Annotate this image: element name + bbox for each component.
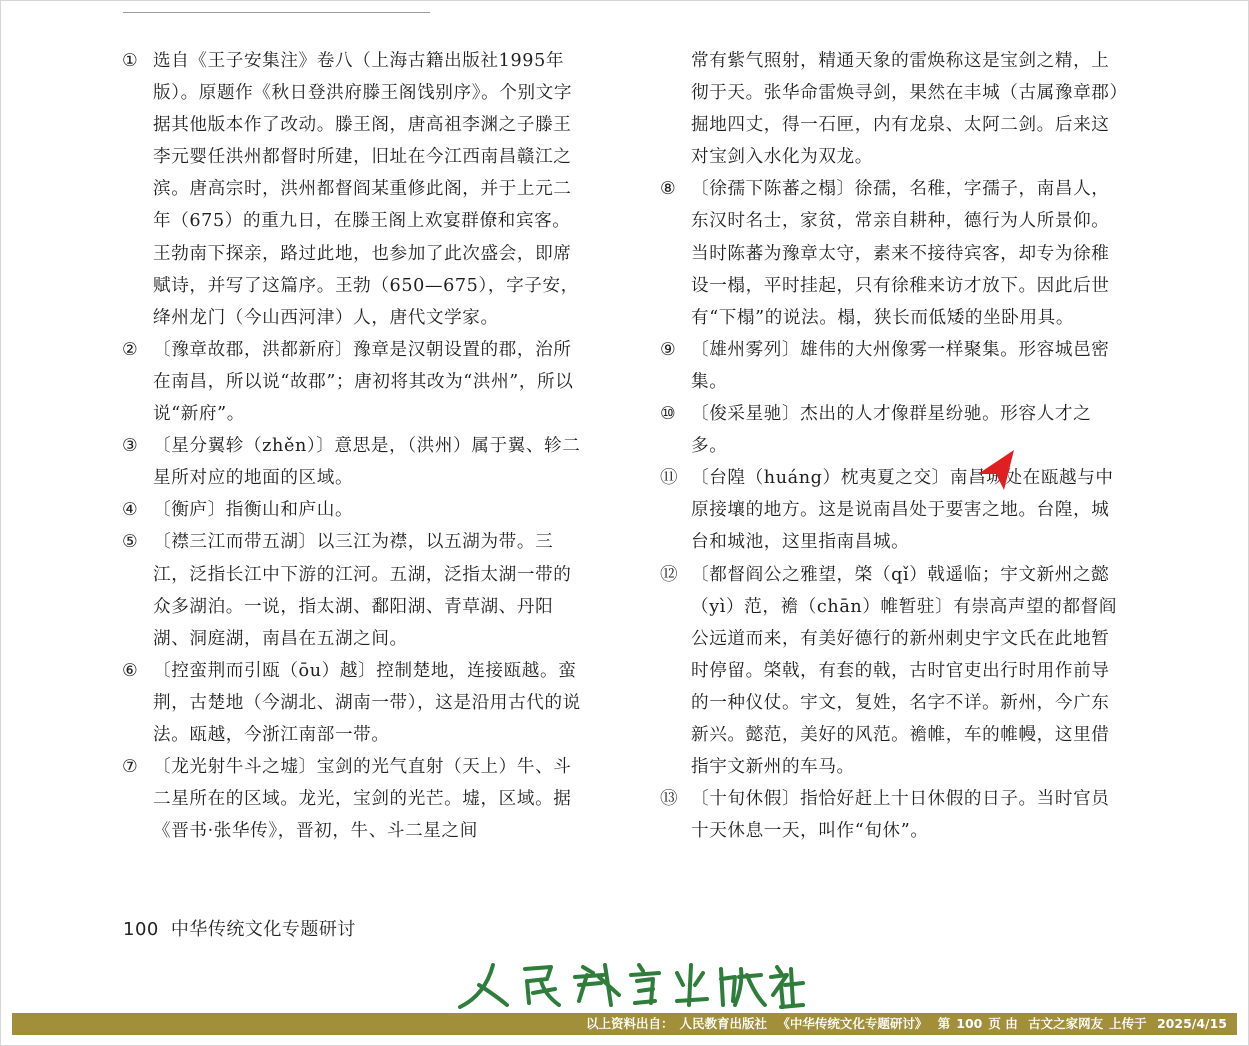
source-upload-label: 上传于 — [1109, 1016, 1147, 1031]
note-text: 〔豫章故郡，洪都新府〕豫章是汉朝设置的郡，治所在南昌，所以说“故郡”；唐初将其改为“洪州”，所以说“新府”。 — [153, 339, 574, 425]
note-text: 〔台隍（huáng）枕夷夏之交〕南昌城处在瓯越与中原接壤的地方。这是说南昌处于要害之地。台隍，城台和城池，这里指南昌城。 — [691, 468, 1114, 553]
note-number: ① — [122, 51, 139, 71]
footer-book-title: 中华传统文化专题研讨 — [170, 919, 356, 940]
note-number: ⑧ — [660, 179, 677, 200]
note-12 — [660, 559, 1120, 784]
note-4 — [122, 494, 582, 526]
note-number: ⑪ — [660, 468, 679, 489]
note-13 — [660, 783, 1120, 847]
note-text: 〔襟三江而带五湖〕以三江为襟，以五湖为带。三江，泛指长江中下游的江河。五湖，泛指太湖一带的众多湖泊。一说，指太湖、鄱阳湖、青草湖、丹阳湖、洞庭湖，南昌在五湖之间。 — [153, 532, 572, 649]
note-7-continued — [660, 45, 1120, 173]
note-number: ④ — [122, 500, 139, 521]
top-rule — [123, 12, 430, 13]
source-page: 100 — [956, 1016, 983, 1031]
note-10 — [660, 398, 1120, 462]
note-number: ⑩ — [660, 404, 677, 425]
note-text: 〔控蛮荆而引瓯（ōu）越〕控制楚地，连接瓯越。蛮荆，古楚地（今湖北、湖南一带），这是沿用古代的说法。瓯越，今浙江南部一带。 — [153, 660, 581, 745]
page-number: 100 — [123, 919, 159, 940]
note-2 — [122, 334, 582, 430]
note-1 — [122, 45, 582, 334]
note-text: 〔徐孺下陈蕃之榻〕徐孺，名稚，字孺子，南昌人，东汉时名士，家贫，常亲自耕种，德行为人所景仰。当时陈蕃为豫章太守，素来不接待宾客，却专为徐稚设一榻，平时挂起，只有徐稚来访才放下。因此后世有“下榻”的说法。榻，狭长而低矮的坐卧用具。 — [691, 179, 1110, 328]
note-5 — [122, 526, 582, 654]
source-uploader: 古文之家网友 — [1028, 1016, 1104, 1031]
note-text: 〔俊采星驰〕杰出的人才像群星纷驰。形容人才之多。 — [691, 404, 1092, 457]
note-text: 〔雄州雾列〕雄伟的大州像雾一样聚集。形容城邑密集。 — [691, 339, 1110, 392]
note-text: 〔龙光射牛斗之墟〕宝剑的光气直射（天上）牛、斗二星所在的区域。龙光，宝剑的光芒。墟，区域。据《晋书·张华传》，晋初，牛、斗二星之间 — [153, 757, 572, 842]
note-number: ⑨ — [660, 339, 677, 360]
note-text: 〔衡庐〕指衡山和庐山。 — [153, 500, 354, 521]
note-8 — [660, 173, 1120, 333]
note-number: ② — [122, 339, 139, 360]
note-number: ⑦ — [122, 757, 139, 778]
note-text: 〔十旬休假〕指恰好赶上十日休假的日子。当时官员十天休息一天，叫作“旬休”。 — [691, 789, 1110, 842]
note-6 — [122, 655, 582, 751]
note-text: 选自《王子安集注》卷八（上海古籍出版社1995年版）。原题作《秋日登洪府滕王阁饯别序》。个别文字据其他版本作了改动。滕王阁，唐高祖李渊之子滕王李元婴任洪州都督时所建，旧址在今江西南昌赣江之滨。唐高宗时，洪州都督阎某重修此阁，并于上元二年（675）的重九日，在滕王阁上欢宴群僚和宾客。王勃南下探亲，路过此地，也参加了此次盛会，即席赋诗，并写了这篇序。王勃（650—675），字子安，绛州龙门（今山西河津）人，唐代文学家。 — [153, 51, 579, 328]
source-book: 《中华传统文化专题研讨》 — [777, 1016, 928, 1031]
page-footer — [123, 915, 356, 941]
source-publisher: 人民教育出版社 — [679, 1016, 768, 1031]
notes-column-right — [660, 45, 1120, 847]
note-number: ⑤ — [122, 532, 139, 553]
note-number: ⑬ — [660, 789, 679, 810]
note-3 — [122, 430, 582, 494]
source-page-suffix: 页 由 — [988, 1016, 1018, 1031]
note-11 — [660, 462, 1120, 558]
source-prefix: 以上资料出自： — [586, 1016, 674, 1031]
source-attribution-bar — [12, 1013, 1237, 1035]
note-number: ③ — [122, 436, 139, 457]
notes-column-left — [122, 45, 582, 847]
note-7 — [122, 751, 582, 847]
note-number: ⑫ — [660, 564, 679, 585]
source-page-prefix: 第 — [937, 1016, 951, 1031]
note-text: 常有紫气照射，精通天象的雷焕称这是宝剑之精，上彻于天。张华命雷焕寻剑，果然在丰城（古属豫章郡）掘地四丈，得一石匣，内有龙泉、太阿二剑。后来这对宝剑入水化为双龙。 — [691, 51, 1119, 168]
note-text: 〔都督阎公之雅望，棨（qǐ）戟遥临；宇文新州之懿（yì）范，襜（chān）帷暂驻〕有崇高声望的都督阎公远道而来，有美好德行的新州刺史宇文氏在此地暂时停留。棨戟，有套的戟，古时官吏出行时用作前导的一种仪仗。宇文，复姓，名字不详。新州，今广东新兴。懿范，美好的风范。襜帷，车的帷幔，这里借指宇文新州的车马。 — [691, 564, 1118, 778]
publisher-logo — [455, 955, 805, 1015]
source-date: 2025/4/15 — [1156, 1016, 1227, 1031]
mouse-cursor-icon — [974, 446, 1020, 492]
note-9 — [660, 334, 1120, 398]
note-text: 〔星分翼轸（zhěn）〕意思是，（洪州）属于翼、轸二星所对应的地面的区域。 — [153, 436, 581, 489]
note-number: ⑥ — [122, 660, 139, 681]
